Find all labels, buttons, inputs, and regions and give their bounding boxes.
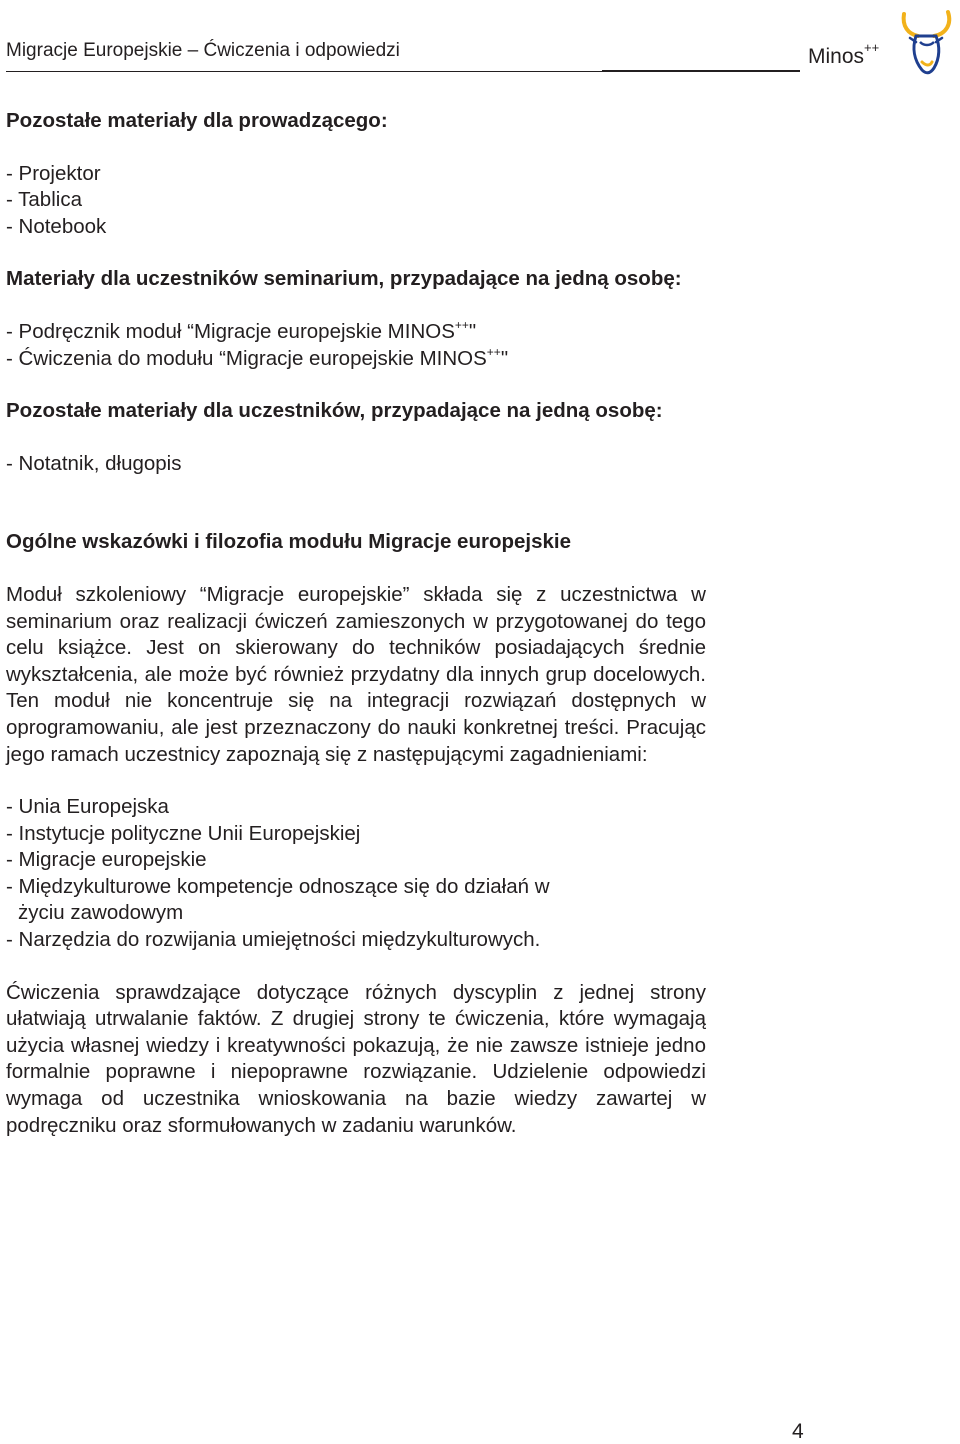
list-item: - Unia Europejska xyxy=(6,795,169,819)
minos-bull-logo-icon xyxy=(896,8,956,76)
list-item-continuation: życiu zawodowym xyxy=(18,901,184,925)
list-item: - Projektor xyxy=(6,161,101,185)
other-participant-materials-list xyxy=(6,451,706,478)
list-item: - Notebook xyxy=(6,214,107,238)
header-rule-accent xyxy=(602,70,800,72)
document-body xyxy=(6,108,706,1139)
trainer-materials-list xyxy=(6,161,706,241)
list-item: - Międzykulturowe kompetencje odnoszące się do działań w xyxy=(6,874,550,898)
participant-materials-list xyxy=(6,319,706,372)
heading-general-guidelines: Ogólne wskazówki i filozofia modułu Migracje europejskie xyxy=(6,530,572,554)
list-item: - Ćwiczenia do modułu “Migracje europejskie MINOS++" xyxy=(6,344,509,370)
paragraph-module-description: Moduł szkoleniowy “Migracje europejskie” składa się z uczestnictwa w seminarium oraz realizacji ćwiczeń zamieszonych w przygotowanej do tego celu książce. Jest on skierowany do techników posiadających średnie wykształcenia, ale może być również przydatny dla innych grup docelowych. Ten moduł nie koncentruje się na integracji rozwiązań dostępnych w oprogramowaniu, ale jest przeznaczony do nauki konkretnej treści. Pracując jego ramach uczestnicy zapoznają się z następującymi zagadnieniami: xyxy=(6,582,706,766)
list-item: - Podręcznik moduł “Migracje europejskie MINOS++" xyxy=(6,318,477,343)
heading-other-participant-materials: Pozostałe materiały dla uczestników, przypadające na jedną osobę: xyxy=(6,399,663,423)
heading-trainer-materials: Pozostałe materiały dla prowadzącego: xyxy=(6,109,388,132)
page-number: 4 xyxy=(792,1420,804,1443)
list-item: - Instytucje polityczne Unii Europejskiej xyxy=(6,821,361,845)
header-title: Migracje Europejskie – Ćwiczenia i odpowiedzi xyxy=(6,40,400,61)
heading-participant-materials: Materiały dla uczestników seminarium, przypadające na jedną osobę: xyxy=(6,267,682,291)
paragraph-exercises-description: Ćwiczenia sprawdzające dotyczące różnych dyscyplin z jednej strony ułatwiają utrwalanie faktów. Z drugiej strony te ćwiczenia, które wymagają użycia własnej wiedzy i kreatywności pokazują, że nie zawsze istnieje jedno formalnie poprawne i niepoprawne rozwiązanie. Udzielenie odpowiedzi wymaga od uczestnika wnioskowania na bazie wiedzy zawartej w podręczniku oraz sformułowanych w zadaniu warunków. xyxy=(6,980,706,1137)
brand-name: Minos++ xyxy=(808,40,880,68)
page-header xyxy=(0,0,960,80)
topics-list xyxy=(6,794,706,954)
list-item: - Migracje europejskie xyxy=(6,848,207,872)
list-item: - Tablica xyxy=(6,188,82,212)
list-item: - Narzędzia do rozwijania umiejętności międzykulturowych. xyxy=(6,928,541,952)
list-item: - Notatnik, długopis xyxy=(6,451,182,475)
